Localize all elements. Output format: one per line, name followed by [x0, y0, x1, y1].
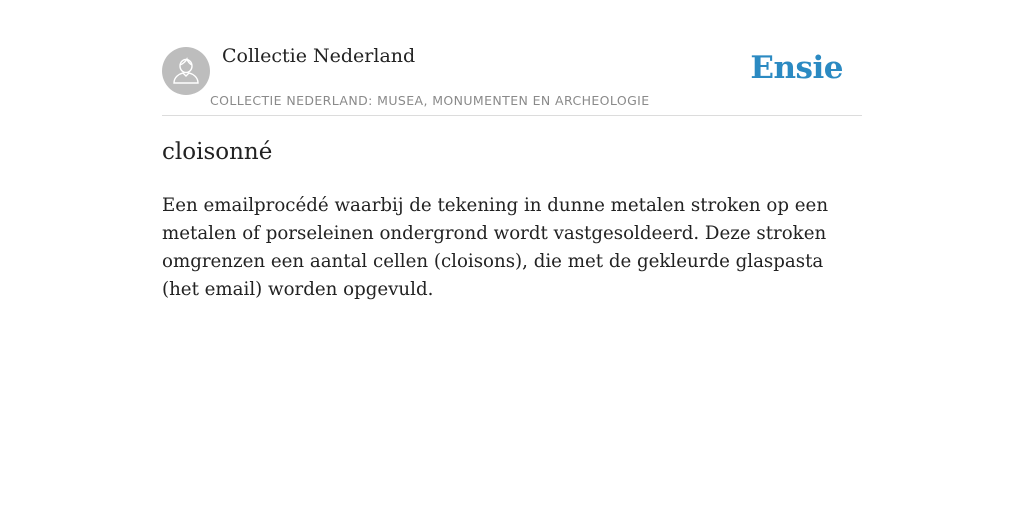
user-icon [162, 47, 210, 95]
entry-header [162, 0, 862, 116]
entry-card [162, 0, 862, 300]
brand-logo[interactable]: Ensie [750, 50, 843, 86]
source-label[interactable]: COLLECTIE NEDERLAND: MUSEA, MONUMENTEN EN ARCHEOLOGIE [210, 93, 650, 108]
author-name[interactable]: Collectie Nederland [222, 45, 416, 67]
avatar[interactable] [162, 47, 210, 95]
entry-term: cloisonné [162, 139, 273, 165]
entry-definition: Een emailprocédé waarbij de tekening in dunne metalen stroken op een metalen of porseleinen ondergrond wordt vastgesoldeerd. Deze stroken omgrenzen een aantal cellen (cloisons), die met de gekleurde glaspasta (het email) worden opgevuld. [162, 195, 829, 300]
